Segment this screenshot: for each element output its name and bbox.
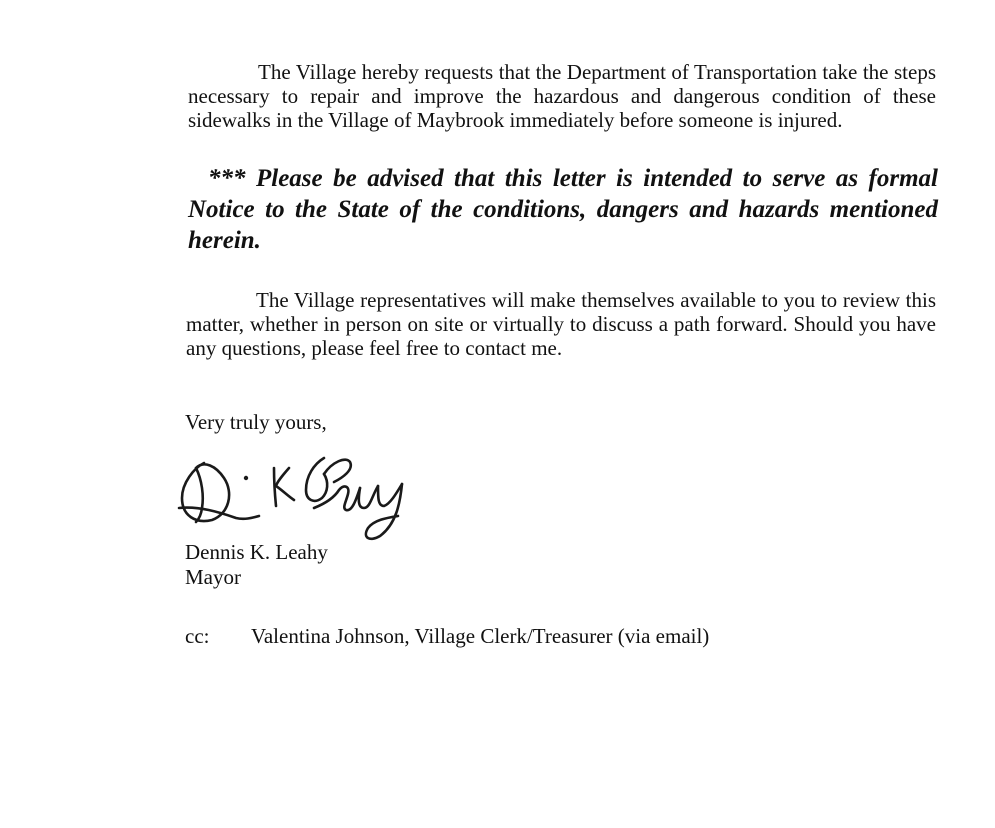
cc-label: cc: (185, 624, 210, 648)
carbon-copy-line (185, 624, 709, 648)
availability-paragraph-text: The Village representatives will make themselves available to you to review this matter, whether in person on site or virtually to discuss a path forward. Should you have any questions, please feel free to contact me. (186, 288, 936, 360)
signer-title: Mayor (185, 565, 241, 589)
closing-salutation: Very truly yours, (185, 410, 327, 434)
request-paragraph-text: The Village hereby requests that the Department of Transportation take the steps necessary to repair and improve the hazardous and dangerous condition of these sidewalks in the Village of Maybrook immediately before someone is injured. (188, 60, 936, 132)
cc-recipient: Valentina Johnson, Village Clerk/Treasurer (via email) (251, 624, 710, 648)
signer-name: Dennis K. Leahy (185, 540, 328, 564)
availability-paragraph (186, 288, 936, 360)
handwritten-signature (174, 438, 424, 546)
formal-notice-paragraph (188, 163, 938, 256)
formal-notice-text: *** Please be advised that this letter is intended to serve as formal Notice to the State of the conditions, dangers and hazards mentioned herein. (188, 165, 938, 254)
request-paragraph (188, 60, 936, 132)
